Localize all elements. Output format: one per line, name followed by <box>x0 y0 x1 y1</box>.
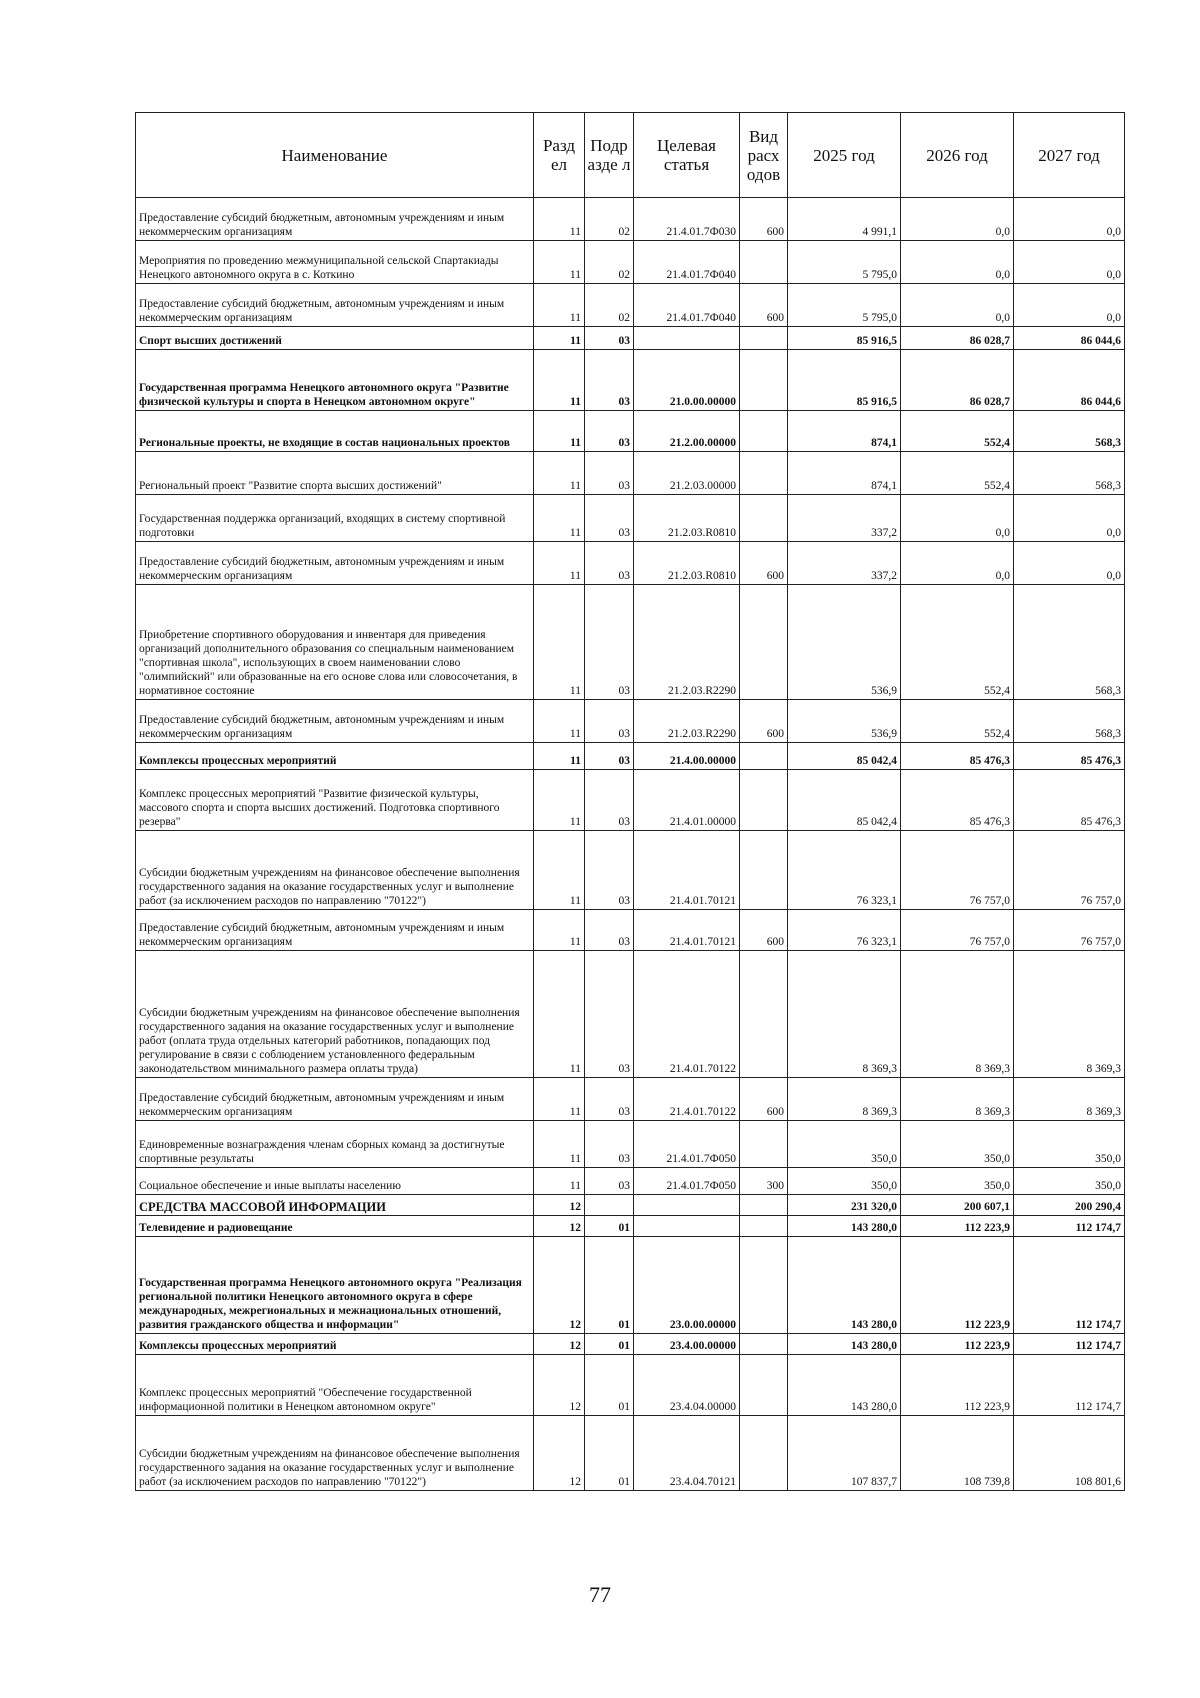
row-value-2026: 552,4 <box>901 452 1014 495</box>
row-podrazdel: 03 <box>585 411 634 452</box>
row-expense-type <box>740 1216 788 1237</box>
row-podrazdel: 03 <box>585 542 634 585</box>
row-razdel: 12 <box>534 1216 585 1237</box>
row-name: Предоставление субсидий бюджетным, автономным учреждениям и иным некоммерческим организациям <box>136 700 534 743</box>
table-row <box>136 1237 1125 1334</box>
row-name: Предоставление субсидий бюджетным, автономным учреждениям и иным некоммерческим организациям <box>136 910 534 951</box>
row-name: Комплекс процессных мероприятий "Развитие физической культуры, массового спорта и спорта высших достижений. Подготовка спортивного резерва" <box>136 770 534 831</box>
row-value-2025: 8 369,3 <box>788 1078 901 1121</box>
row-value-2026: 8 369,3 <box>901 1078 1014 1121</box>
row-value-2026: 200 607,1 <box>901 1195 1014 1216</box>
row-value-2027: 112 174,7 <box>1014 1334 1125 1355</box>
row-target <box>634 1195 740 1216</box>
row-value-2026: 0,0 <box>901 284 1014 327</box>
row-value-2025: 85 042,4 <box>788 743 901 770</box>
row-expense-type <box>740 1195 788 1216</box>
row-podrazdel: 03 <box>585 770 634 831</box>
table-row <box>136 910 1125 951</box>
header-year-2026: 2026 год <box>901 113 1014 198</box>
row-expense-type <box>740 495 788 542</box>
row-value-2026: 8 369,3 <box>901 951 1014 1078</box>
row-target: 21.4.00.00000 <box>634 743 740 770</box>
table-row <box>136 1334 1125 1355</box>
row-razdel: 12 <box>534 1334 585 1355</box>
row-name: СРЕДСТВА МАССОВОЙ ИНФОРМАЦИИ <box>136 1195 534 1216</box>
row-value-2025: 5 795,0 <box>788 241 901 284</box>
row-name: Комплексы процессных мероприятий <box>136 743 534 770</box>
row-value-2025: 350,0 <box>788 1121 901 1168</box>
row-name: Приобретение спортивного оборудования и инвентаря для приведения организаций дополнительного образования со специальным наименованием "спортивная школа", использующих в своем наименовании слово "олимпийский" или образованные на его основе слова или словосочетания, в нормативное состояние <box>136 585 534 700</box>
row-value-2026: 552,4 <box>901 585 1014 700</box>
row-target: 21.2.03.R2290 <box>634 700 740 743</box>
table-row <box>136 495 1125 542</box>
row-razdel: 11 <box>534 951 585 1078</box>
header-expense-type: Вид расх одов <box>740 113 788 198</box>
row-value-2027: 568,3 <box>1014 700 1125 743</box>
row-target: 21.2.03.00000 <box>634 452 740 495</box>
row-value-2025: 337,2 <box>788 542 901 585</box>
row-value-2027: 86 044,6 <box>1014 327 1125 350</box>
table-row <box>136 327 1125 350</box>
header-target-article: Целевая статья <box>634 113 740 198</box>
row-value-2026: 85 476,3 <box>901 770 1014 831</box>
row-expense-type: 600 <box>740 284 788 327</box>
row-value-2027: 76 757,0 <box>1014 910 1125 951</box>
table-header-row <box>136 113 1125 198</box>
page-number: 77 <box>589 1582 611 1607</box>
row-razdel: 11 <box>534 350 585 411</box>
row-razdel: 11 <box>534 327 585 350</box>
row-target: 23.0.00.00000 <box>634 1237 740 1334</box>
row-podrazdel: 03 <box>585 585 634 700</box>
row-name: Региональные проекты, не входящие в состав национальных проектов <box>136 411 534 452</box>
row-razdel: 11 <box>534 542 585 585</box>
row-target: 21.2.00.00000 <box>634 411 740 452</box>
row-target: 21.4.01.7Ф040 <box>634 241 740 284</box>
row-target: 23.4.04.00000 <box>634 1355 740 1416</box>
row-podrazdel: 03 <box>585 327 634 350</box>
row-value-2026: 86 028,7 <box>901 350 1014 411</box>
row-name: Комплексы процессных мероприятий <box>136 1334 534 1355</box>
row-value-2027: 8 369,3 <box>1014 951 1125 1078</box>
header-year-2025: 2025 год <box>788 113 901 198</box>
row-expense-type <box>740 1334 788 1355</box>
table-row <box>136 585 1125 700</box>
row-razdel: 12 <box>534 1416 585 1491</box>
header-razdel: Разд ел <box>534 113 585 198</box>
row-razdel: 11 <box>534 495 585 542</box>
table-row <box>136 951 1125 1078</box>
row-value-2026: 0,0 <box>901 198 1014 241</box>
row-value-2025: 85 916,5 <box>788 350 901 411</box>
row-expense-type: 600 <box>740 1078 788 1121</box>
table-row <box>136 1195 1125 1216</box>
row-name: Субсидии бюджетным учреждениям на финансовое обеспечение выполнения государственного задания на оказание государственных услуг и выполнение работ (за исключением расходов по направлению "70122") <box>136 831 534 910</box>
row-value-2025: 107 837,7 <box>788 1416 901 1491</box>
row-value-2025: 874,1 <box>788 411 901 452</box>
table-row <box>136 1121 1125 1168</box>
row-podrazdel: 03 <box>585 910 634 951</box>
header-podrazdel: Подр азде л <box>585 113 634 198</box>
row-podrazdel: 03 <box>585 1121 634 1168</box>
row-name: Субсидии бюджетным учреждениям на финансовое обеспечение выполнения государственного задания на оказание государственных услуг и выполнение работ (за исключением расходов по направлению "70122") <box>136 1416 534 1491</box>
table-body <box>136 198 1125 1491</box>
row-razdel: 11 <box>534 770 585 831</box>
row-value-2025: 85 042,4 <box>788 770 901 831</box>
row-podrazdel: 03 <box>585 495 634 542</box>
row-value-2027: 112 174,7 <box>1014 1237 1125 1334</box>
row-target: 23.4.04.70121 <box>634 1416 740 1491</box>
row-name: Государственная поддержка организаций, входящих в систему спортивной подготовки <box>136 495 534 542</box>
row-razdel: 11 <box>534 1168 585 1195</box>
row-name: Региональный проект "Развитие спорта высших достижений" <box>136 452 534 495</box>
row-podrazdel: 01 <box>585 1216 634 1237</box>
row-value-2026: 552,4 <box>901 411 1014 452</box>
row-value-2026: 112 223,9 <box>901 1355 1014 1416</box>
row-value-2026: 0,0 <box>901 495 1014 542</box>
row-expense-type <box>740 1121 788 1168</box>
row-name: Государственная программа Ненецкого автономного округа "Развитие физической культуры и спорта в Ненецком автономном округе" <box>136 350 534 411</box>
row-razdel: 12 <box>534 1195 585 1216</box>
row-value-2027: 86 044,6 <box>1014 350 1125 411</box>
row-name: Комплекс процессных мероприятий "Обеспечение государственной информационной политики в Ненецком автономном округе" <box>136 1355 534 1416</box>
row-podrazdel: 01 <box>585 1416 634 1491</box>
table-row <box>136 284 1125 327</box>
row-value-2026: 0,0 <box>901 542 1014 585</box>
row-podrazdel: 01 <box>585 1355 634 1416</box>
row-name: Мероприятия по проведению межмуниципальной сельской Спартакиады Ненецкого автономного округа в с. Коткино <box>136 241 534 284</box>
row-expense-type <box>740 770 788 831</box>
row-value-2027: 112 174,7 <box>1014 1216 1125 1237</box>
row-value-2026: 86 028,7 <box>901 327 1014 350</box>
row-target <box>634 1216 740 1237</box>
row-razdel: 12 <box>534 1355 585 1416</box>
table-row <box>136 1168 1125 1195</box>
row-target: 21.4.01.7Ф050 <box>634 1121 740 1168</box>
row-value-2025: 337,2 <box>788 495 901 542</box>
table-row <box>136 452 1125 495</box>
row-razdel: 11 <box>534 700 585 743</box>
row-razdel: 11 <box>534 1078 585 1121</box>
table-row <box>136 411 1125 452</box>
table-row <box>136 831 1125 910</box>
row-value-2026: 112 223,9 <box>901 1216 1014 1237</box>
row-podrazdel: 03 <box>585 951 634 1078</box>
row-value-2025: 143 280,0 <box>788 1237 901 1334</box>
table-row <box>136 770 1125 831</box>
row-expense-type: 600 <box>740 700 788 743</box>
table-row <box>136 1355 1125 1416</box>
row-value-2025: 76 323,1 <box>788 910 901 951</box>
table-row <box>136 743 1125 770</box>
row-value-2027: 108 801,6 <box>1014 1416 1125 1491</box>
row-value-2027: 350,0 <box>1014 1121 1125 1168</box>
table-row <box>136 700 1125 743</box>
row-podrazdel <box>585 1195 634 1216</box>
row-name: Телевидение и радиовещание <box>136 1216 534 1237</box>
row-podrazdel: 03 <box>585 700 634 743</box>
row-value-2027: 0,0 <box>1014 542 1125 585</box>
row-value-2026: 85 476,3 <box>901 743 1014 770</box>
row-target: 21.4.01.7Ф040 <box>634 284 740 327</box>
row-podrazdel: 03 <box>585 743 634 770</box>
row-expense-type <box>740 831 788 910</box>
row-target: 21.4.01.7Ф050 <box>634 1168 740 1195</box>
row-value-2027: 85 476,3 <box>1014 770 1125 831</box>
row-value-2027: 8 369,3 <box>1014 1078 1125 1121</box>
row-expense-type: 600 <box>740 910 788 951</box>
row-value-2025: 231 320,0 <box>788 1195 901 1216</box>
row-value-2027: 0,0 <box>1014 241 1125 284</box>
table-row <box>136 542 1125 585</box>
row-razdel: 11 <box>534 1121 585 1168</box>
row-podrazdel: 03 <box>585 1168 634 1195</box>
row-podrazdel: 01 <box>585 1334 634 1355</box>
table-row <box>136 1216 1125 1237</box>
row-value-2025: 143 280,0 <box>788 1216 901 1237</box>
row-expense-type: 600 <box>740 542 788 585</box>
row-value-2025: 874,1 <box>788 452 901 495</box>
row-target: 21.4.01.70122 <box>634 951 740 1078</box>
row-value-2027: 85 476,3 <box>1014 743 1125 770</box>
row-target: 21.4.01.70121 <box>634 910 740 951</box>
row-value-2026: 112 223,9 <box>901 1334 1014 1355</box>
row-target <box>634 327 740 350</box>
row-value-2025: 4 991,1 <box>788 198 901 241</box>
row-value-2025: 350,0 <box>788 1168 901 1195</box>
row-expense-type <box>740 1355 788 1416</box>
row-podrazdel: 03 <box>585 452 634 495</box>
row-razdel: 11 <box>534 452 585 495</box>
row-target: 21.4.01.00000 <box>634 770 740 831</box>
row-target: 21.4.01.70121 <box>634 831 740 910</box>
row-target: 21.2.03.R0810 <box>634 495 740 542</box>
row-target: 21.0.00.00000 <box>634 350 740 411</box>
row-value-2025: 5 795,0 <box>788 284 901 327</box>
row-value-2025: 85 916,5 <box>788 327 901 350</box>
row-value-2027: 76 757,0 <box>1014 831 1125 910</box>
row-target: 21.2.03.R0810 <box>634 542 740 585</box>
row-value-2027: 112 174,7 <box>1014 1355 1125 1416</box>
row-target: 21.4.01.70122 <box>634 1078 740 1121</box>
row-value-2027: 568,3 <box>1014 452 1125 495</box>
row-name: Предоставление субсидий бюджетным, автономным учреждениям и иным некоммерческим организациям <box>136 1078 534 1121</box>
header-year-2027: 2027 год <box>1014 113 1125 198</box>
row-razdel: 11 <box>534 831 585 910</box>
row-value-2027: 350,0 <box>1014 1168 1125 1195</box>
row-expense-type <box>740 951 788 1078</box>
row-razdel: 11 <box>534 910 585 951</box>
row-razdel: 11 <box>534 743 585 770</box>
row-expense-type: 600 <box>740 198 788 241</box>
row-podrazdel: 02 <box>585 198 634 241</box>
table-row <box>136 1416 1125 1491</box>
row-value-2026: 112 223,9 <box>901 1237 1014 1334</box>
row-value-2026: 350,0 <box>901 1121 1014 1168</box>
row-razdel: 11 <box>534 585 585 700</box>
row-expense-type <box>740 1416 788 1491</box>
row-value-2027: 0,0 <box>1014 198 1125 241</box>
row-value-2026: 76 757,0 <box>901 910 1014 951</box>
row-podrazdel: 03 <box>585 831 634 910</box>
row-expense-type <box>740 327 788 350</box>
header-name: Наименование <box>136 113 534 198</box>
row-value-2025: 143 280,0 <box>788 1334 901 1355</box>
table-row <box>136 350 1125 411</box>
row-value-2027: 200 290,4 <box>1014 1195 1125 1216</box>
table-row <box>136 1078 1125 1121</box>
row-expense-type: 300 <box>740 1168 788 1195</box>
row-target: 23.4.00.00000 <box>634 1334 740 1355</box>
row-razdel: 11 <box>534 284 585 327</box>
row-value-2025: 536,9 <box>788 700 901 743</box>
row-value-2025: 143 280,0 <box>788 1355 901 1416</box>
table-row <box>136 198 1125 241</box>
row-name: Социальное обеспечение и иные выплаты населению <box>136 1168 534 1195</box>
row-name: Спорт высших достижений <box>136 327 534 350</box>
budget-table <box>135 112 1125 1491</box>
row-name: Единовременные вознаграждения членам сборных команд за достигнутые спортивные результаты <box>136 1121 534 1168</box>
row-name: Субсидии бюджетным учреждениям на финансовое обеспечение выполнения государственного задания на оказание государственных услуг и выполнение работ (оплата труда отдельных категорий работников, попадающих под регулирование в связи с соблюдением установленного федеральным законодательством минимального размера оплаты труда) <box>136 951 534 1078</box>
row-podrazdel: 02 <box>585 284 634 327</box>
row-razdel: 11 <box>534 241 585 284</box>
row-value-2027: 0,0 <box>1014 284 1125 327</box>
row-expense-type <box>740 743 788 770</box>
row-value-2026: 76 757,0 <box>901 831 1014 910</box>
row-expense-type <box>740 411 788 452</box>
row-value-2026: 108 739,8 <box>901 1416 1014 1491</box>
row-value-2027: 568,3 <box>1014 411 1125 452</box>
row-value-2025: 76 323,1 <box>788 831 901 910</box>
row-value-2027: 568,3 <box>1014 585 1125 700</box>
row-value-2025: 536,9 <box>788 585 901 700</box>
row-expense-type <box>740 585 788 700</box>
row-podrazdel: 03 <box>585 1078 634 1121</box>
row-podrazdel: 03 <box>585 350 634 411</box>
row-expense-type <box>740 452 788 495</box>
row-podrazdel: 01 <box>585 1237 634 1334</box>
table-row <box>136 241 1125 284</box>
row-value-2025: 8 369,3 <box>788 951 901 1078</box>
row-value-2026: 350,0 <box>901 1168 1014 1195</box>
row-value-2026: 0,0 <box>901 241 1014 284</box>
row-target: 21.4.01.7Ф030 <box>634 198 740 241</box>
row-podrazdel: 02 <box>585 241 634 284</box>
row-expense-type <box>740 350 788 411</box>
row-name: Предоставление субсидий бюджетным, автономным учреждениям и иным некоммерческим организациям <box>136 284 534 327</box>
row-razdel: 12 <box>534 1237 585 1334</box>
row-name: Предоставление субсидий бюджетным, автономным учреждениям и иным некоммерческим организациям <box>136 542 534 585</box>
row-value-2026: 552,4 <box>901 700 1014 743</box>
row-expense-type <box>740 1237 788 1334</box>
row-name: Предоставление субсидий бюджетным, автономным учреждениям и иным некоммерческим организациям <box>136 198 534 241</box>
row-expense-type <box>740 241 788 284</box>
row-target: 21.2.03.R2290 <box>634 585 740 700</box>
row-name: Государственная программа Ненецкого автономного округа "Реализация региональной политики Ненецкого автономного округа в сфере международных, межрегиональных и межнациональных отношений, развития гражданского общества и информации" <box>136 1237 534 1334</box>
row-razdel: 11 <box>534 198 585 241</box>
row-razdel: 11 <box>534 411 585 452</box>
row-value-2027: 0,0 <box>1014 495 1125 542</box>
